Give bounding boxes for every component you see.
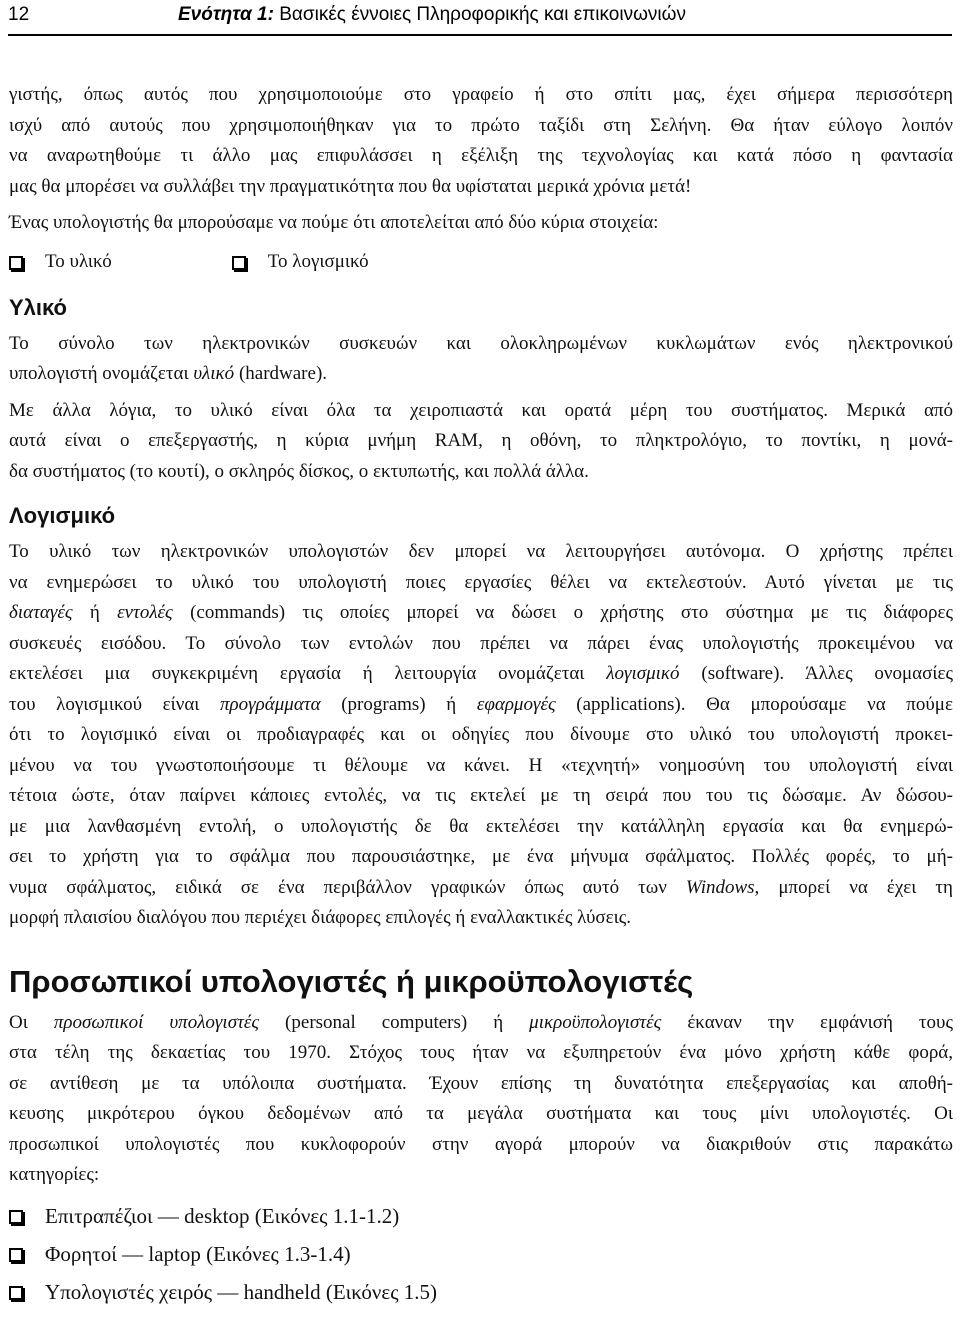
text-line: με μια λανθασμένη εντολή, ο υπολογιστής δε θα εκτελέσει την κατάλληλη εργασία και θα ενημερώ- (9, 815, 953, 837)
text-run: , μπορεί να έχει τη (754, 876, 953, 898)
list-item-text: Το λογισμικό (267, 251, 369, 273)
checkbox-bullet-icon (9, 256, 23, 270)
text-line: Το υλικό των ηλεκτρονικών υπολογιστών δεν μπορεί να λειτουργήσει αυτόνομα. Ο χρήστης πρέπει (9, 541, 953, 562)
section-label: Ενότητα 1: (178, 4, 274, 25)
emphasis: προγράμματα (220, 693, 321, 715)
text-line: Το σύνολο των ηλεκτρονικών συσκευών και ολοκληρωμένων κυκλωμάτων ενός ηλεκτρονικού (9, 332, 953, 354)
emphasis: Windows (685, 876, 755, 898)
text-run: Οι (9, 1011, 54, 1033)
text-line (9, 659, 953, 690)
page-number: 12 (8, 4, 30, 25)
section-title: Βασικές έννοιες Πληροφορικής και επικοινωνιών (279, 4, 686, 25)
elements-list (9, 247, 953, 279)
text-run: (software). Άλλες ονομασίες (679, 663, 953, 684)
text-line: μορφή πλαισίου διαλόγου που περιέχει διάφορες επιλογές ή εναλλακτικές λύσεις. (9, 907, 632, 928)
text-run: εκτελέσει μια συγκεκριμένη εργασία ή λειτουργία ονομάζεται (9, 663, 607, 684)
text-run: (personal computers) ή (259, 1011, 530, 1033)
page-body (9, 80, 953, 1315)
list-item-text: Φορητοί — laptop (Εικόνες 1.3-1.4) (45, 1242, 351, 1267)
text-run: υπολογιστή ονομάζεται (9, 363, 194, 384)
text-line: κατηγορίες: (9, 1164, 100, 1185)
intro-paragraph (9, 80, 953, 202)
emphasis: μικροϋπολογιστές (529, 1011, 662, 1033)
running-head (178, 4, 686, 26)
text-line (9, 690, 953, 721)
pc-categories-list (9, 1201, 953, 1309)
list-item (9, 1277, 953, 1309)
emphasis: προσωπικοί υπολογιστές (53, 1011, 260, 1033)
checkbox-bullet-icon (9, 1248, 23, 1262)
emphasis: υλικό (193, 363, 235, 384)
checkbox-bullet-icon (9, 1286, 23, 1300)
text-run: (commands) τις οποίες μπορεί να δώσει ο χρήστης στο σύστημα με τις διάφορες (172, 602, 953, 623)
emphasis: εντολές (117, 602, 173, 623)
text-line: ότι το λογισμικό είναι οι προδιαγραφές και οι οδηγίες που δίνουμε στο υλικό του υπολογιστή προκει- (9, 724, 953, 745)
text-line: να αναρωτηθούμε τι άλλο μας επιφυλάσσει η εξέλιξη της τεχνολογίας και κατά πόσο η φαντασία (9, 145, 953, 166)
text-line (9, 359, 953, 390)
text-run: (applications). Θα μπορούσαμε να πούμε (555, 693, 953, 715)
text-run: νυμα σφάλματος, ειδικά σε ένα περιβάλλον γραφικών όπως αυτό των (9, 876, 686, 898)
text-line: σε αντίθεση με τα υπόλοιπα συστήματα. Έχουν επίσης τη δυνατότητα επεξεργασίας και αποθή- (9, 1072, 953, 1094)
pc-heading: Προσωπικοί υπολογιστές ή μικροϋπολογιστές (9, 963, 694, 999)
text-line: δα συστήματος (το κουτί), ο σκληρός δίσκος, ο εκτυπωτής, και πολλά άλλα. (9, 460, 589, 482)
page-header (0, 0, 960, 38)
emphasis: εφαρμογές (476, 693, 556, 715)
checkbox-bullet-icon (232, 256, 246, 270)
software-heading: Λογισμικό (9, 503, 116, 528)
text-run: ή (72, 602, 118, 623)
text-line (9, 598, 953, 629)
text-line (9, 873, 953, 904)
hardware-heading: Υλικό (9, 294, 67, 320)
list-item-text: Επιτραπέζιοι — desktop (Εικόνες 1.1-1.2) (45, 1204, 400, 1229)
hardware-paragraph-1 (9, 329, 953, 390)
text-run: (hardware). (234, 363, 328, 384)
list-item (9, 1201, 953, 1233)
pc-paragraph (9, 1008, 953, 1191)
text-line: συσκευές εισόδου. Το σύνολο των εντολών που πρέπει να πάρει ένας υπολογιστής προκειμένου να (9, 632, 953, 654)
list-item (9, 247, 112, 278)
list-item (9, 1239, 953, 1271)
list-item (232, 247, 369, 278)
text-line: μένου να του γνωστοποιήσουμε τι θέλουμε να κάνει. Η «τεχνητή» νοημοσύνη του υπολογιστή είναι (9, 754, 953, 776)
list-item-text: Το υλικό (45, 251, 112, 273)
text-line: μας θα μπορέσει να συλλάβει την πραγματικότητα που θα υφίσταται μερικά χρόνια μετά! (9, 175, 692, 197)
text-line (9, 1008, 953, 1039)
software-paragraph (9, 537, 953, 934)
text-line: γιστής, όπως αυτός που χρησιμοποιούμε στο γραφείο ή στο σπίτι μας, έχει σήμερα περισσότερη (9, 84, 953, 105)
header-rule (8, 34, 952, 36)
list-item-text: Υπολογιστές χειρός — handheld (Εικόνες 1.5) (45, 1280, 438, 1305)
text-run: έκαναν την εμφάνισή τους (661, 1011, 953, 1033)
text-line: ισχύ από αυτούς που χρησιμοποιήθηκαν για το πρώτο ταξίδι στη Σελήνη. Θα ήταν εύλογο λοιπόν (9, 114, 953, 136)
text-run: του λογισμικού είναι (9, 693, 221, 715)
text-line: κευσης μικρότερου όγκου δεδομένων από τα μεγάλα συστήματα και τους μίνι υπολογιστές. Οι (9, 1103, 953, 1124)
text-line: να ενημερώσει το υλικό του υπολογιστή ποιες εργασίες θέλει να εκτελεστούν. Αυτό γίνεται με τις (9, 571, 953, 593)
hardware-paragraph-2 (9, 396, 953, 488)
text-line: στα τέλη της δεκαετίας του 1970. Στόχος τους ήταν να εξυπηρετούν ένα μόνο χρήστη κάθε φορά, (9, 1042, 953, 1063)
emphasis: λογισμικό (606, 663, 680, 684)
text-line: Με άλλα λόγια, το υλικό είναι όλα τα χειροπιαστά και ορατά μέρη του συστήματος. Μερικά από (9, 399, 953, 421)
text-line: προσωπικοί υπολογιστές που κυκλοφορούν στην αγορά μπορούν να διακριθούν στις παρακάτω (9, 1133, 953, 1155)
text-run: (programs) ή (320, 693, 477, 715)
emphasis: διαταγές (9, 602, 73, 623)
text-line: αυτά είναι ο επεξεργαστής, η κύρια μνήμη RAM, η οθόνη, το πληκτρολόγιο, το ποντίκι, η μονά- (9, 430, 953, 451)
text-line: σει το χρήστη για το σφάλμα που παρουσιάστηκε, με ένα μήνυμα σφάλματος. Πολλές φορές, το μή- (9, 846, 953, 867)
checkbox-bullet-icon (9, 1210, 23, 1224)
text-line: τέτοια ώστε, όταν παίρνει κάποιες εντολές, να τις εκτελεί με τη σειρά που του τις δώσαμε. Αν δώσου- (9, 785, 953, 806)
elements-intro: Ένας υπολογιστής θα μπορούσαμε να πούμε ότι αποτελείται από δύο κύρια στοιχεία: (9, 212, 659, 233)
